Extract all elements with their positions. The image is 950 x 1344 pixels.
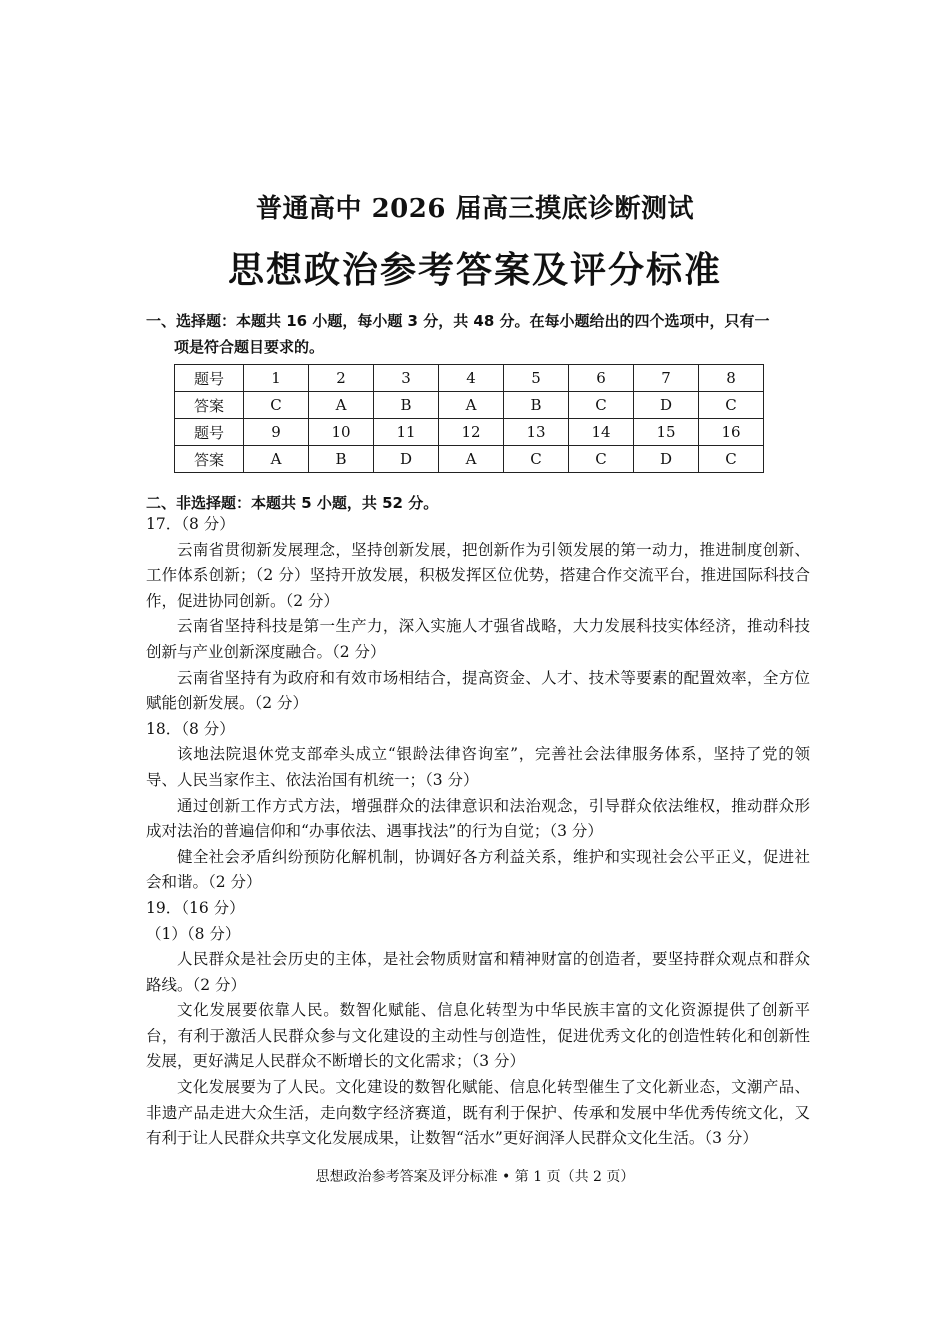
table-cell: D [374,446,439,473]
table-row [175,365,764,392]
table-cell: A [244,446,309,473]
table-cell: C [244,392,309,419]
table-cell: B [309,446,374,473]
table-cell: 9 [244,419,309,446]
answer-paragraph: 云南省贯彻新发展理念，坚持创新发展，把创新作为引领发展的第一动力，推进制度创新、工作体系创新；（2 分）坚持开放发展，积极发挥区位优势，搭建合作交流平台，推进国际科技合作，促进协同创新。（2 分） [146,540,810,610]
table-cell: 10 [309,419,374,446]
table-cell: 16 [699,419,764,446]
table-cell: 12 [439,419,504,446]
table-cell: A [309,392,374,419]
answer-paragraph: 文化发展要依靠人民。数智化赋能、信息化转型为中华民族丰富的文化资源提供了创新平台，有利于激活人民群众参与文化建设的主动性与创造性，促进优秀文化的创造性转化和创新性发展，更好满足人民群众不断增长的文化需求；（3 分） [146,1001,810,1071]
answer-paragraph: 云南省坚持有为政府和有效市场相结合，提高资金、人才、技术等要素的配置效率，全方位赋能创新发展。（2 分） [146,668,810,713]
table-row [175,419,764,446]
table-row-label: 答案 [175,392,244,419]
table-cell: C [504,446,569,473]
question-label: （1）（8 分） [146,924,241,943]
table-row-label: 题号 [175,365,244,392]
table-cell: 11 [374,419,439,446]
document-title: 思想政治参考答案及评分标准 [227,249,722,291]
table-cell: D [634,446,699,473]
table-cell: A [439,392,504,419]
section1-heading [146,308,816,360]
table-cell: B [374,392,439,419]
answer-paragraph: 通过创新工作方式方法，增强群众的法律意识和法治观念，引导群众依法维权，推动群众形成对法治的普遍信仰和“办事依法、遇事找法”的行为自觉；（3 分） [146,796,810,841]
section1-heading-line2: 项是符合题目要求的。 [174,338,325,356]
answer-paragraph: 文化发展要为了人民。文化建设的数智化赋能、信息化转型催生了文化新业态，文潮产品、非遗产品走进大众生活，走向数字经济赛道，既有利于保护、传承和发展中华优秀传统文化，又有利于让人民群众共享文化发展成果，让数智“活水”更好润泽人民群众文化生活。（3 分） [146,1078,810,1148]
table-cell: 5 [504,365,569,392]
question-label: 18．（8 分） [146,719,235,738]
table-cell: 4 [439,365,504,392]
answer-paragraph: 云南省坚持科技是第一生产力，深入实施人才强省战略，大力发展科技实体经济，推动科技创新与产业创新深度融合。（2 分） [146,617,810,661]
table-cell: 7 [634,365,699,392]
table-cell: C [569,392,634,419]
page-footer: 思想政治参考答案及评分标准 • 第 1 页（共 2 页） [315,1169,635,1185]
table-cell: 3 [374,365,439,392]
section1-heading-line1: 一、选择题：本题共 16 小题，每小题 3 分，共 48 分。在每小题给出的四个选项中，只有一 [146,312,770,330]
answer-paragraph: 该地法院退休党支部牵头成立“银龄法律咨询室”，完善社会法律服务体系，坚持了党的领导、人民当家作主、依法治国有机统一；（3 分） [146,745,810,789]
table-cell: 13 [504,419,569,446]
table-row-label: 题号 [175,419,244,446]
question-label: 17．（8 分） [146,515,235,533]
table-cell: 14 [569,419,634,446]
table-cell: 1 [244,365,309,392]
table-cell: B [504,392,569,419]
answer-paragraph: 健全社会矛盾纠纷预防化解机制，协调好各方利益关系，维护和实现社会公平正义，促进社会和谐。（2 分） [146,847,810,892]
table-cell: C [699,446,764,473]
table-cell: 8 [699,365,764,392]
table-cell: 2 [309,365,374,392]
question-label: 19．（16 分） [146,898,245,917]
table-cell: 15 [634,419,699,446]
table-row [175,446,764,473]
table-cell: 6 [569,365,634,392]
answer-body [146,512,810,1152]
table-cell: C [569,446,634,473]
table-cell: C [699,392,764,419]
answer-paragraph: 人民群众是社会历史的主体，是社会物质财富和精神财富的创造者，要坚持群众观点和群众路线。（2 分） [146,950,810,994]
exam-title: 普通高中 2026 届高三摸底诊断测试 [256,194,694,224]
table-row [175,392,764,419]
answer-table [174,364,764,473]
table-cell: D [634,392,699,419]
section2-heading: 二、非选择题：本题共 5 小题，共 52 分。 [146,494,439,512]
table-row-label: 答案 [175,446,244,473]
table-cell: A [439,446,504,473]
